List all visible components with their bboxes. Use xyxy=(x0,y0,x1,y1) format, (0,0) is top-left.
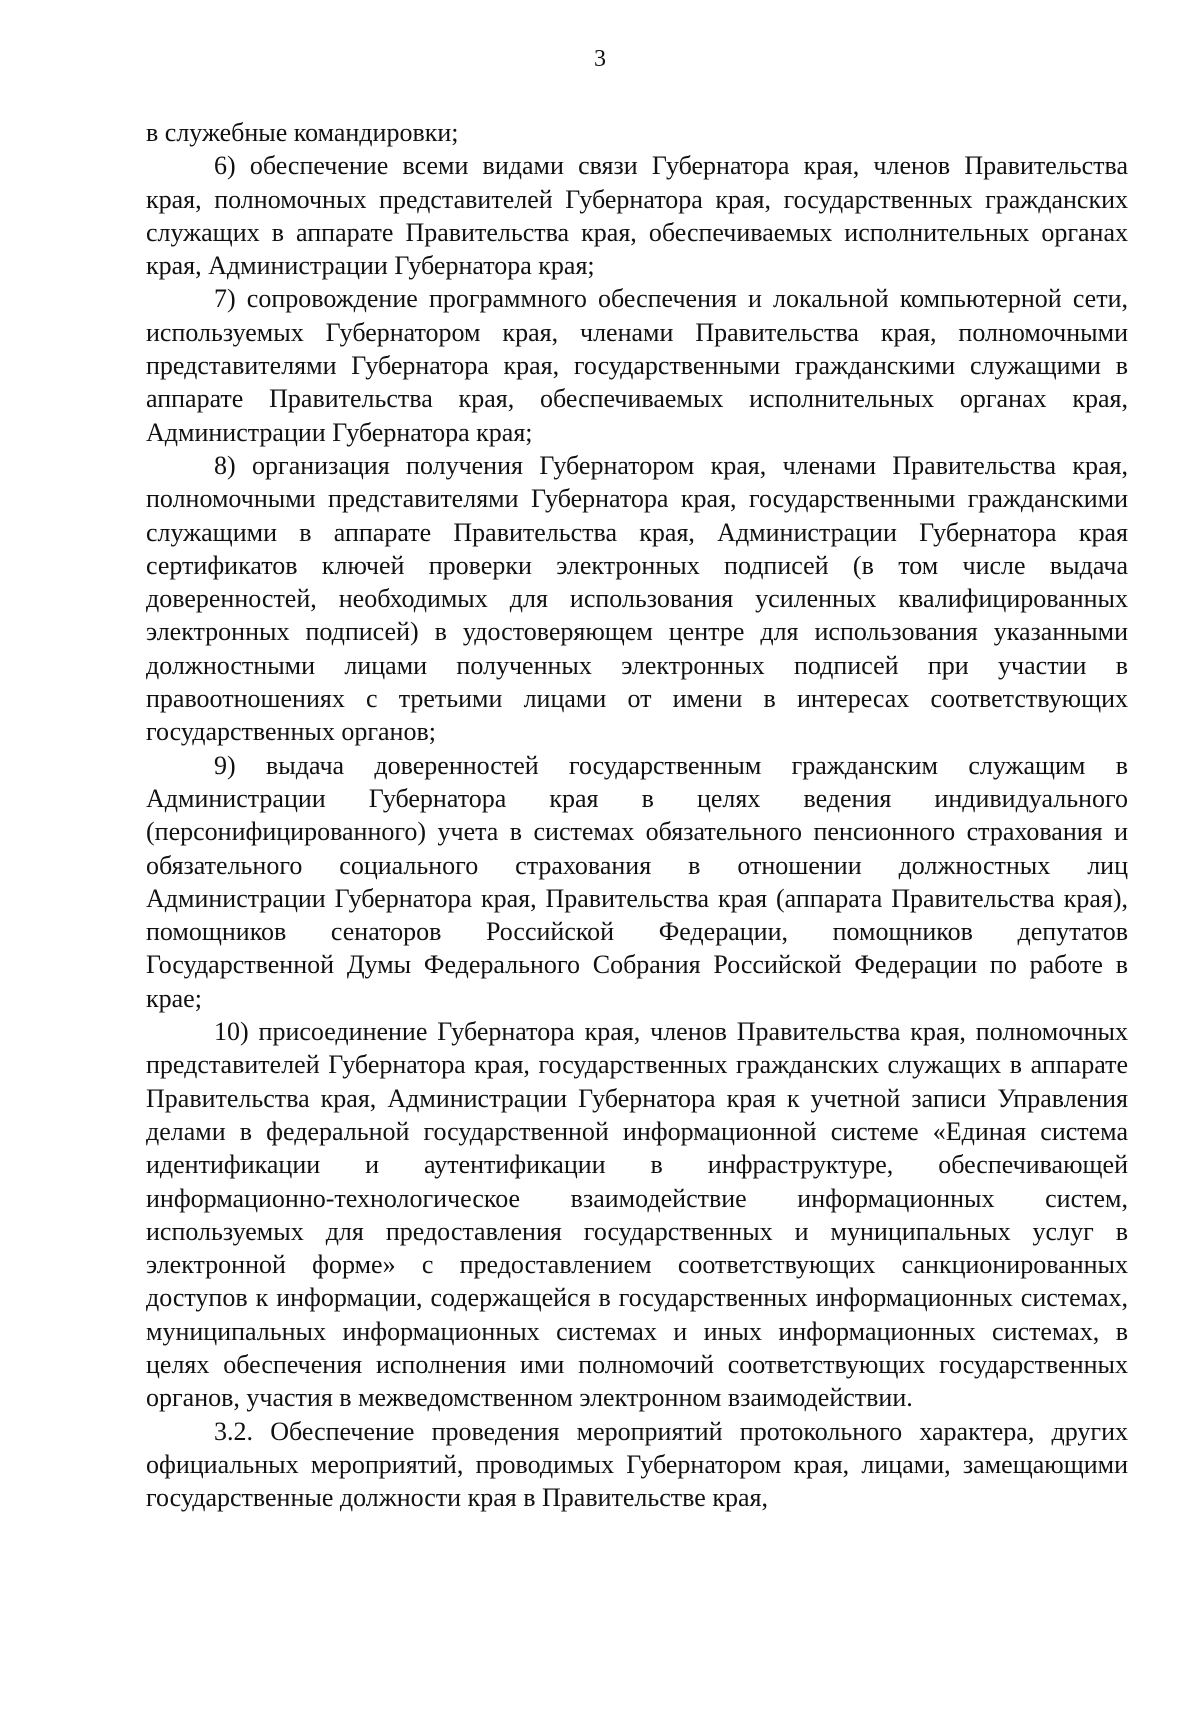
page-number: 3 xyxy=(594,46,606,72)
paragraph-item-8: 8) организация получения Губернатором края, членами Правительства края, полномочными представителями Губернатора края, государственными гражданскими служащими в аппарате Правительства края, Администрации Губернатора края сертификатов ключей проверки электронных подписей (в том числе выдача доверенностей, необходимых для использования усиленных квалифицированных электронных подписей) в удостоверяющем центре для использования указанными должностными лицами полученных электронных подписей при участии в правоотношениях с третьими лицами от имени в интересах соответствующих государственных органов; xyxy=(146,450,1128,747)
paragraph-item-10: 10) присоединение Губернатора края, членов Правительства края, полномочных представителей Губернатора края, государственных гражданских служащих в аппарате Правительства края, Администрации Губернатора края к учетной записи Управления делами в федеральной государственной информационной системе «Единая система идентификации и аутентификации в инфраструктуре, обеспечивающей информационно-технологическое взаимодействие информационных систем, используемых для предоставления государственных и муниципальных услуг в электронной форме» с предоставлением соответствующих санкционированных доступов к информации, содержащейся в государственных информационных системах, муниципальных информационных системах и иных информационных системах, в целях обеспечения исполнения ими полномочий соответствующих государственных органов, участия в межведомственном электронном взаимодействии. xyxy=(146,1017,1128,1413)
paragraph-continuation: в служебные командировки; xyxy=(146,118,459,147)
paragraph-section-3-2: 3.2. Обеспечение проведения мероприятий протокольного характера, других официальных мероприятий, проводимых Губернатором края, лицами, замещающими государственные должности края в Правительстве края, xyxy=(146,1416,1128,1513)
paragraph-item-9: 9) выдача доверенностей государственным гражданским служащим в Администрации Губернатора края в целях ведения индивидуального (персонифицированного) учета в системах обязательного пенсионного страхования и обязательного социального страхования в отношении должностных лиц Администрации Губернатора края, Правительства края (аппарата Правительства края), помощников сенаторов Российской Федерации, помощников депутатов Государственной Думы Федерального Собрания Российской Федерации по работе в крае; xyxy=(146,750,1128,1013)
paragraph-item-7: 7) сопровождение программного обеспечения и локальной компьютерной сети, используемых Губернатором края, членами Правительства края, полномочными представителями Губернатора края, государственными гражданскими служащими в аппарате Правительства края, обеспечиваемых исполнительных органах края, Администрации Губернатора края; xyxy=(146,284,1128,447)
document-body xyxy=(146,116,1128,1514)
paragraph-item-6: 6) обеспечение всеми видами связи Губернатора края, членов Правительства края, полномочных представителей Губернатора края, государственных гражданских служащих в аппарате Правительства края, обеспечиваемых исполнительных органах края, Администрации Губернатора края; xyxy=(146,151,1128,281)
